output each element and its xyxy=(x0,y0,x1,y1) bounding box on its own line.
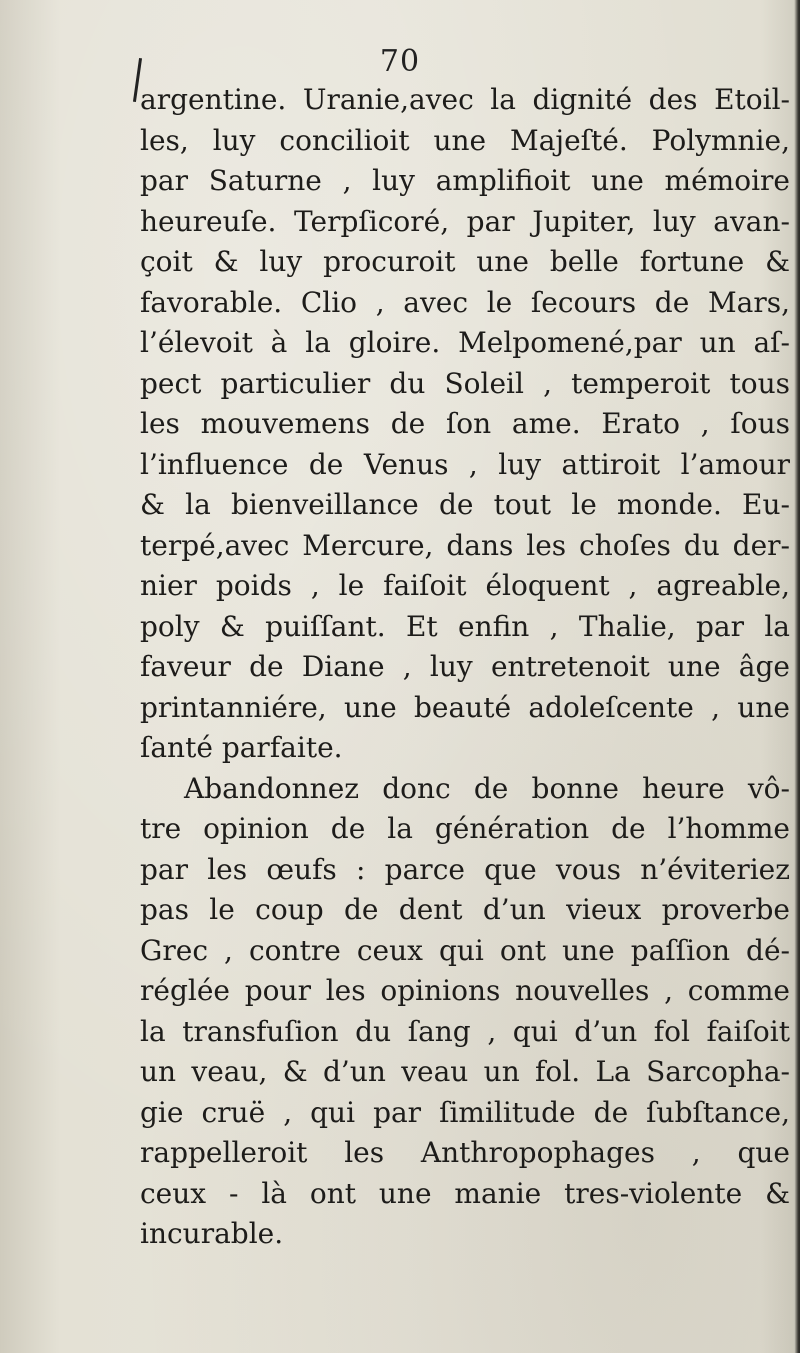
text-line: Abandonnez donc de bonne heure vô- xyxy=(184,771,790,805)
text-line: terpé,avec Mercure, dans les choſes du der- xyxy=(140,528,790,562)
text-line: par Saturne , luy amplifioit une mémoire xyxy=(140,164,790,197)
text-line: pas le coup de dent d’un vieux proverbe xyxy=(140,893,790,926)
text-line: çoit & luy procuroit une belle fortune & xyxy=(140,245,790,278)
text-line: printanniére, une beauté adoleſcente , une xyxy=(140,690,790,724)
text-line: Grec , contre ceux qui ont une paſſion dé- xyxy=(140,933,790,967)
text-line: les, luy concilioit une Majeſté. Polymnie, xyxy=(140,123,790,157)
text-line: ſanté parfaite. xyxy=(140,731,343,764)
text-line: & la bienveillance de tout le monde. Eu- xyxy=(140,488,790,521)
text-line: l’influence de Venus , luy attiroit l’amour xyxy=(140,447,790,481)
text-line: argentine. Uranie,avec la dignité des Etoil- xyxy=(140,83,790,116)
text-line: l’élevoit à la gloire. Melpomené,par un aſ- xyxy=(140,326,790,359)
text-line: ceux - là ont une manie tres-violente & xyxy=(140,1176,790,1210)
text-line: par les œufs : parce que vous n’éviteriez xyxy=(140,852,790,886)
text-line: faveur de Diane , luy entretenoit une âge xyxy=(140,650,790,683)
text-line: réglée pour les opinions nouvelles , comme xyxy=(140,974,790,1007)
text-line: gie cruë , qui par ſimilitude de ſubſtance, xyxy=(140,1095,790,1129)
page-number: 70 xyxy=(379,44,421,79)
text-line: la transfuſion du ſang , qui d’un fol faiſoit xyxy=(140,1014,790,1048)
text-line: favorable. Clio , avec le ſecours de Mars, xyxy=(140,285,790,319)
text-line: tre opinion de la génération de l’homme xyxy=(140,812,790,845)
text-line: rappelleroit les Anthropophages , que xyxy=(140,1136,790,1169)
text-line: pect particulier du Soleil , temperoit tous xyxy=(140,366,790,400)
text-line: un veau, & d’un veau un fol. La Sarcopha- xyxy=(140,1055,790,1088)
text-line: nier poids , le faiſoit éloquent , agreable, xyxy=(140,569,790,602)
text-line: heureuſe. Terpſicoré, par Jupiter, luy avan- xyxy=(140,204,790,238)
text-line: poly & puiſſant. Et enfin , Thalie, par la xyxy=(140,609,790,643)
page-edge xyxy=(794,0,800,1353)
body-text xyxy=(140,80,790,1255)
text-line: incurable. xyxy=(140,1217,284,1250)
text-line: les mouvemens de ſon ame. Erato , ſous xyxy=(140,407,790,440)
